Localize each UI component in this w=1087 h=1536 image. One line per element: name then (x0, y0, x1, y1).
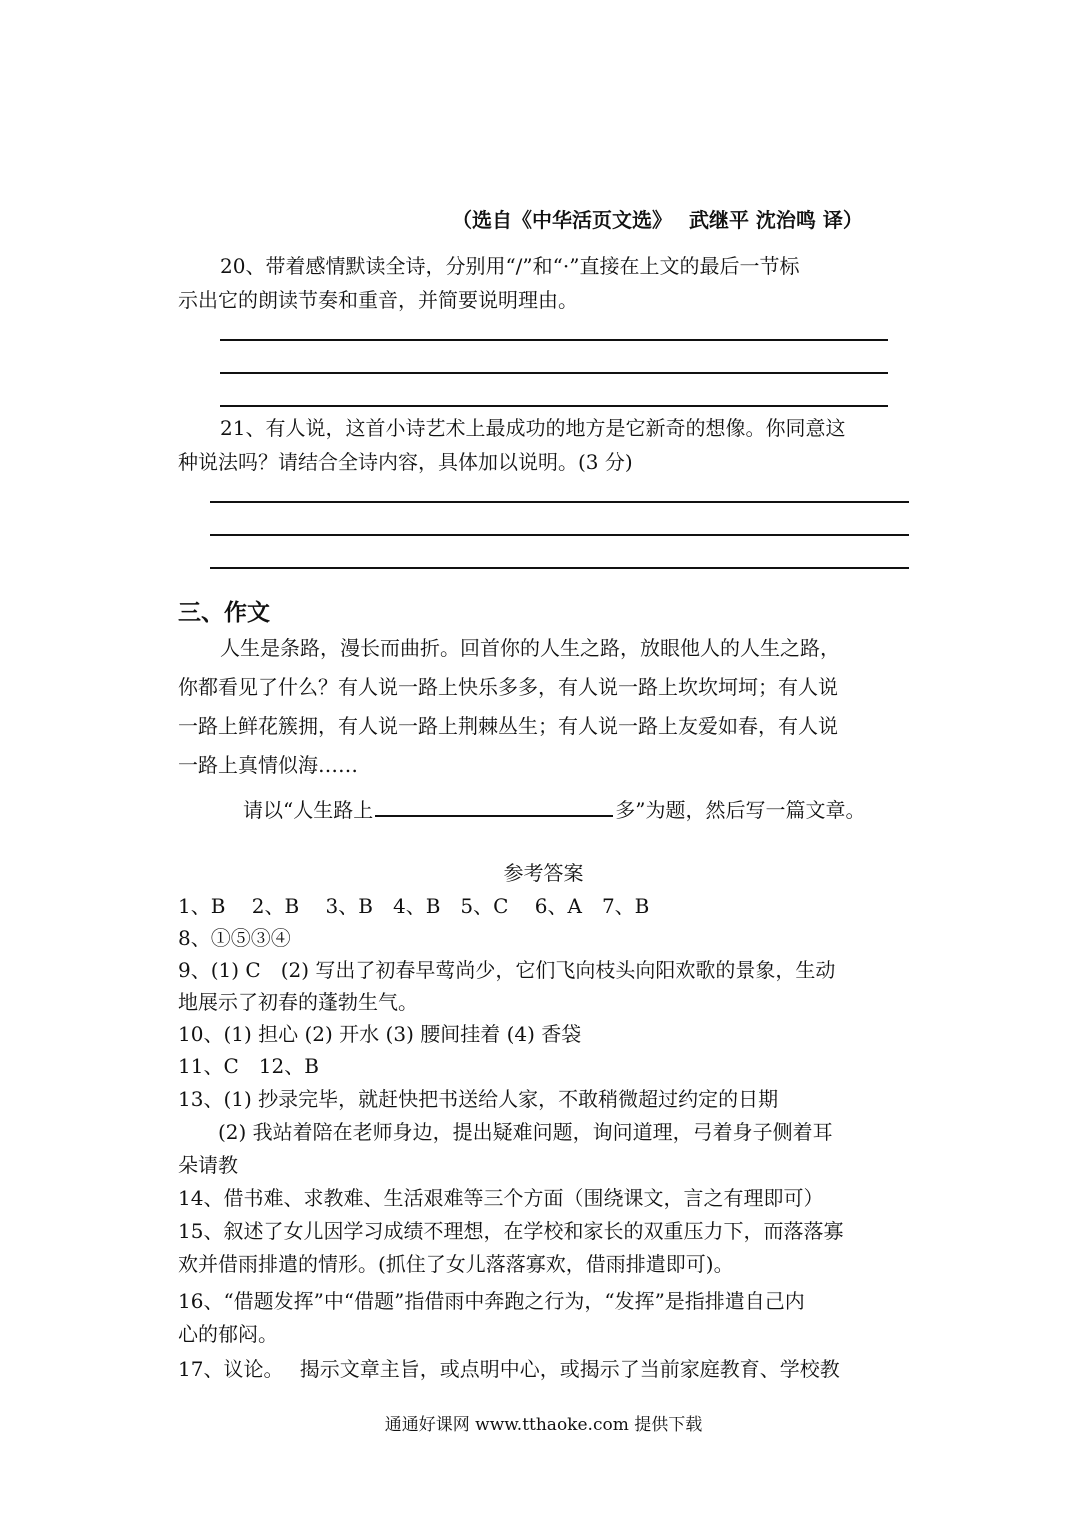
essay-prompt-start: 请以“人生路上 (243, 798, 374, 822)
page-footer: 通通好课网 www.tthaoke.com 提供下载 (384, 1415, 703, 1435)
answer-line-text: 15、叙述了女儿因学习成绩不理想，在学校和家长的双重压力下，而落落寡 (178, 1219, 844, 1243)
essay-prompt (243, 797, 865, 822)
answer-line-text: 朵请教 (178, 1153, 238, 1177)
answer-line-text: 1、B 2、B 3、B 4、B 5、C 6、A 7、B (178, 894, 650, 918)
answer-line (220, 405, 888, 407)
answer-line-text: 17、议论。 揭示文章主旨，或点明中心，或揭示了当前家庭教育、学校教 (178, 1357, 840, 1381)
answer-line-text: 10、(1) 担心 (2) 开水 (3) 腰间挂着 (4) 香袋 (178, 1022, 582, 1046)
answer-line (210, 567, 909, 569)
essay-paragraph-line: 你都看见了什么？有人说一路上快乐多多，有人说一路上坎坎坷坷；有人说 (178, 675, 838, 699)
answer-line (210, 501, 909, 503)
answer-line-text: 8、①⑤③④ (178, 926, 291, 950)
answer-line-text: 9、(1) C (2) 写出了初春早莺尚少，它们飞向枝头向阳欢歌的景象，生动 (178, 958, 836, 982)
answer-line-text: 地展示了初春的蓬勃生气。 (178, 990, 418, 1014)
answer-line-text: 欢并借雨排遣的情形。(抓住了女儿落落寡欢，借雨排遣即可)。 (178, 1252, 734, 1276)
essay-prompt-end: 多”为题，然后写一篇文章。 (615, 798, 866, 822)
source-attribution: （选自《中华活页文选》 武继平 沈治鸣 译） (452, 208, 863, 232)
question-21-line-1: 21、有人说，这首小诗艺术上最成功的地方是它新奇的想像。你同意这 (220, 416, 846, 440)
answer-line (220, 372, 888, 374)
essay-paragraph-line: 一路上鲜花簇拥，有人说一路上荆棘丛生；有人说一路上友爱如春，有人说 (178, 714, 838, 738)
answer-key-title: 参考答案 (503, 861, 584, 885)
essay-paragraph-line: 人生是条路，漫长而曲折。回首你的人生之路，放眼他人的人生之路， (220, 636, 840, 660)
title-blank (375, 797, 613, 817)
question-21-line-2: 种说法吗？请结合全诗内容，具体加以说明。(3 分) (178, 450, 633, 474)
answer-line-text: 14、借书难、求教难、生活艰难等三个方面（围绕课文，言之有理即可） (178, 1186, 824, 1210)
answer-line (220, 339, 888, 341)
answer-line-text: 16、“借题发挥”中“借题”指借雨中奔跑之行为，“发挥”是指排遣自己内 (178, 1289, 805, 1313)
essay-paragraph-line: 一路上真情似海…… (178, 753, 358, 777)
answer-line-text: 13、(1) 抄录完毕，就赶快把书送给人家，不敢稍微超过约定的日期 (178, 1087, 779, 1111)
question-20-line-2: 示出它的朗读节奏和重音，并简要说明理由。 (178, 288, 578, 312)
answer-line-text: 心的郁闷。 (178, 1322, 278, 1346)
answer-line-text: (2) 我站着陪在老师身边，提出疑难问题，询问道理，弓着身子侧着耳 (198, 1120, 833, 1144)
section-heading-essay: 三、作文 (178, 600, 270, 626)
answer-line-text: 11、C 12、B (178, 1054, 319, 1078)
question-20-line-1: 20、带着感情默读全诗，分别用“/”和“·”直接在上文的最后一节标 (220, 254, 800, 278)
answer-line (210, 534, 909, 536)
